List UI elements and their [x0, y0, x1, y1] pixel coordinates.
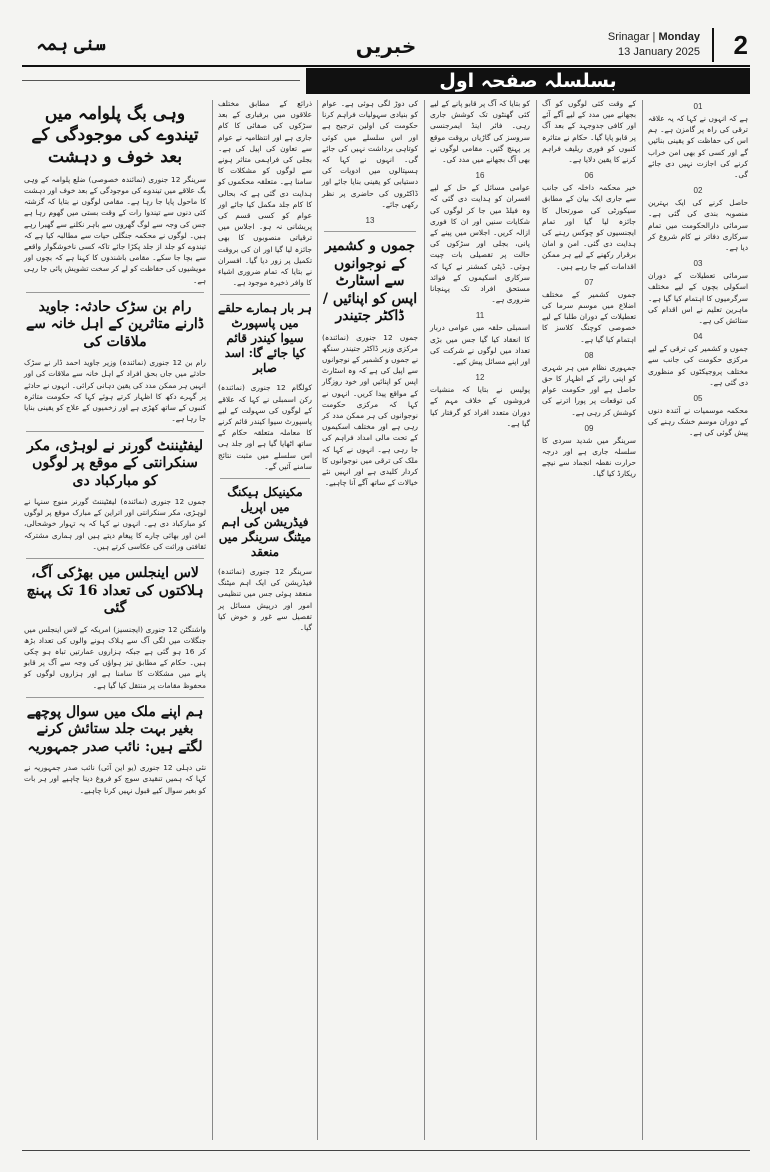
article-text: سرینگر میں شدید سردی کا سلسلہ جاری ہے اور درجہ حرارت نقطہ انجماد سے نیچے ریکارڈ کیا گیا۔	[542, 435, 636, 479]
headline-la-fire: لاس اینجلس میں بھڑکی آگ، ہلاکتوں کی تعداد 16 تک پہنچ گئی	[26, 565, 204, 617]
headline-vice-president: ہم اپنے ملک میں سوال پوچھے بغیر بہت جلد ستائش کرنے لگتے ہیں: نائب صدر جمہوریہ	[26, 703, 204, 755]
continuation-number: 16	[475, 171, 485, 181]
article-text: واشنگٹن 12 جنوری (ایجنسیز) امریکہ کے لاس اینجلس میں جنگلات میں لگی آگ سے ہلاک ہونے والوں کی تعداد بڑھ کر 16 ہو گئی ہے جبکہ ہزاروں عمارتیں تباہ ہو چکی ہیں۔ حکام کے مطابق تیز ہواؤں کی وجہ سے آگ پر قابو پانے میں مشکلات کا سامنا ہے اور ہزاروں لوگوں کو محفوظ مقامات پر منتقل کیا گیا ہے۔	[24, 624, 206, 690]
column-rule	[642, 100, 643, 1140]
continuation-number: 11	[475, 311, 485, 321]
article-text: حاصل کرنے کی ایک بہترین منصوبہ بندی کی گئی ہے۔ سرمائی دارالحکومت میں تمام سرکاری دفاتر نے کام شروع کر دیا ہے۔	[648, 198, 748, 253]
article-divider	[26, 697, 204, 698]
headline-leopard-pulwama: وہی بگ پلوامہ میں تیندوے کی موجودگی کے بعد خوف و دہشت	[31, 104, 199, 167]
article-divider	[220, 478, 310, 479]
masthead-rule	[22, 65, 750, 67]
article-divider	[26, 431, 204, 432]
continuation-number: 02	[693, 186, 703, 196]
headline-lg-greetings: لیفٹیننٹ گورنر نے لوہڑی، مکر سنکرانتی کے موقع پر لوگوں کو مبارکباد دی	[27, 437, 203, 489]
page-number: 2	[712, 28, 748, 62]
day-label: Monday	[658, 31, 700, 43]
article-text: عوامی مسائل کے حل کے لیے افسران کو ہدایت دی گئی کہ وہ فیلڈ میں جا کر لوگوں کی شکایات سنیں اور ان کا فوری ازالہ کریں۔ اجلاس میں پینے کے پانی، بجلی اور سڑکوں کی حالت پر تفصیلی بات چیت ہوئی۔ ڈپٹی کمشنر نے کہا کہ سرکاری اسکیموں کے فوائد مستحق افراد تک پہنچانا ضروری ہے۔	[430, 183, 530, 305]
column-2	[216, 98, 314, 1142]
headline-passport-seva: ہر بار ہمارے حلقے میں پاسپورٹ سیوا کیندر قائم کیا جائے گا: اسد صابر	[218, 301, 312, 376]
continuation-number: 08	[584, 350, 594, 360]
header-divider	[22, 80, 300, 81]
headline-federation-meeting: مکینیکل ہیکنگ میں اپریل فیڈریشن کی اہم میٹنگ سرینگر میں منعقد	[218, 485, 312, 560]
headline-ramban-accident: رام بن سڑک حادثہ: جاوید ڈارنے متاثرین کے اہل خانہ سے ملاقات کی	[25, 298, 205, 350]
column-rule	[317, 100, 318, 1140]
continuation-number: 06	[584, 171, 594, 181]
article-text: سرمائی تعطیلات کے دوران اسکولی بچوں کے لیے مختلف سرگرمیوں کا اہتمام کیا گیا ہے۔ ماہرین تعلیم نے اس اقدام کی ستائش کی ہے۔	[648, 271, 748, 326]
article-text: رام بن 12 جنوری (نمائندہ) وزیر جاوید احمد ڈار نے سڑک حادثے میں جاں بحق افراد کے اہل خانہ سے ملاقات کی اور انہیں ہر ممکن مدد کی یقین دہانی کرائی۔ انہوں نے حادثے پر گہرے دکھ کا اظہار کرتے ہوئے کہا کہ حکومت متاثرہ کنبوں کے ساتھ کھڑی ہے اور زخمیوں کے علاج کو یقینی بنایا جا رہا ہے۔	[24, 358, 206, 424]
article-divider	[324, 231, 416, 232]
column-rule	[424, 100, 425, 1140]
front-page-continued-banner: بسلسلہ صفحہ اول	[306, 68, 750, 94]
headline-startups: جموں و کشمیر کے نوجوانوں سے اسٹارٹ اپس کو اپنائیں / ڈاکٹر جتیندر	[322, 238, 418, 325]
article-text: اسمبلی حلقہ میں عوامی دربار کا انعقاد کیا گیا جس میں بڑی تعداد میں لوگوں نے شرکت کی اور اپنے مسائل پیش کیے۔	[430, 323, 530, 367]
article-text: ہے کہ انہوں نے کہا کہ یہ علاقہ ترقی کی راہ پر گامزن ہے۔ ہم اس کی حفاظت کو یقینی بنائیں گے اور کسی کو بھی امن خراب کرنے کی اجازت نہیں دی جائے گی۔	[648, 114, 748, 180]
article-text: جموں 12 جنوری (نمائندہ) مرکزی وزیر ڈاکٹر جتیندر سنگھ نے جموں و کشمیر کے نوجوانوں سے اپیل کی ہے کہ وہ اسٹارٹ اپس کو اپنائیں اور خود روزگار کے مواقع پیدا کریں۔ انہوں نے کہا کہ مرکزی حکومت نوجوانوں کی ہر ممکن مدد کر رہی ہے اور مختلف اسکیموں کے تحت مالی امداد فراہم کی جا رہی ہے۔ انہوں نے کہا کہ ملک کی ترقی میں نوجوانوں کا کردار کلیدی ہے اور انہیں نئے خیالات کے ساتھ آگے آنا چاہیے۔	[322, 332, 419, 488]
column-1	[22, 98, 208, 1142]
continuation-number: 09	[584, 423, 594, 433]
article-text: محکمہ موسمیات نے آئندہ دنوں کے دوران موسم خشک رہنے کی پیش گوئی کی ہے۔	[648, 406, 748, 438]
column-4	[428, 98, 532, 1142]
continuation-number: 12	[475, 373, 485, 383]
continuation-number: 07	[584, 277, 594, 287]
article-text: کو بتایا کہ آگ پر قابو پانے کے لیے کئی گھنٹوں تک کوشش جاری رہی۔ فائر اینڈ ایمرجنسی سروسز کی گاڑیاں بروقت موقع پر پہنچ گئیں۔ مقامی لوگوں نے بھی آگ بجھانے میں مدد کی۔	[430, 99, 530, 165]
article-text: خیر محکمہ داخلہ کی جانب سے جاری ایک بیان کے مطابق سیکورٹی کی صورتحال کا جائزہ لیا گیا اور تمام ایجنسیوں کو چوکس رہنے کی ہدایت دی گئی۔ امن و امان برقرار رکھنے کے لیے ہر ممکن اقدامات کیے جا رہے ہیں۔	[542, 183, 636, 271]
continuation-number: 01	[693, 102, 703, 111]
article-divider	[26, 292, 204, 293]
article-text: جمہوری نظام میں ہر شہری کو اپنی رائے کے اظہار کا حق حاصل ہے اور حکومت عوام کی توقعات پر پورا اترنے کی کوشش کر رہی ہے۔	[542, 362, 636, 417]
newspaper-logo: سنی ہمہ	[36, 34, 106, 55]
continuation-number: 13	[365, 216, 375, 226]
article-text: سرینگر 12 جنوری (نمائندہ) فیڈریشن کی ایک اہم میٹنگ منعقد ہوئی جس میں تنظیمی امور اور درپیش مسائل پر تفصیل سے غور و خوض کیا گیا۔	[218, 567, 312, 633]
city-label: Srinagar	[607, 31, 650, 43]
date-label: 13 January 2025	[618, 46, 700, 58]
place-date: Srinagar | Monday 13 January 2025	[607, 31, 700, 58]
section-title: خبریں	[355, 34, 417, 58]
column-3	[320, 98, 420, 1142]
article-text: جموں و کشمیر کی ترقی کے لیے مرکزی حکومت کی جانب سے مختلف پروجیکٹوں کو منظوری دی گئی ہے۔	[648, 344, 748, 387]
article-text: کولگام 12 جنوری (نمائندہ) رکن اسمبلی نے کہا کہ علاقے کے لوگوں کی سہولت کے لیے پاسپورٹ سیوا کیندر قائم کرنے کا معاملہ متعلقہ حکام کے ساتھ اٹھایا گیا ہے اور جلد ہی اس سلسلے میں مثبت نتائج سامنے آئیں گے۔	[218, 383, 312, 471]
masthead	[22, 26, 750, 66]
article-text: سرینگر 12 جنوری (نمائندہ خصوصی) ضلع پلوامہ کے وہی بگ علاقے میں تیندوے کی موجودگی کے بعد خوف اور دہشت کا ماحول پایا جا رہا ہے۔ مقامی لوگوں نے بتایا کہ گزشتہ کئی دنوں سے تیندوا رات کے وقت بستی میں گھوم رہا ہے جس کی وجہ سے لوگ گھروں سے باہر نکلنے سے گھبرا رہے ہیں۔ لوگوں نے محکمہ جنگلی حیات سے مطالبہ کیا ہے کہ تیندوے کو جلد از جلد پکڑا جائے تاکہ کسی ناخوشگوار واقعے سے بچا جا سکے۔ مقامی باشندوں کا کہنا ہے کہ بچوں اور مویشیوں کی حفاظت کو لے کر سخت تشویش پائی جا رہی ہے۔	[24, 174, 206, 285]
column-rule	[536, 100, 537, 1140]
article-text: کے وقت کئی لوگوں کو آگ بجھانے میں مدد کے لیے آگے آئے اور کافی جدوجہد کے بعد آگ پر قابو پایا گیا۔ حکام نے متاثرہ کنبوں کو فوری ریلیف فراہم کرنے کا یقین دلایا ہے۔	[542, 99, 636, 165]
column-6	[646, 98, 750, 1142]
article-text: نئی دہلی 12 جنوری (یو این آئی) نائب صدر جمہوریہ نے کہا کہ ہمیں تنقیدی سوچ کو فروغ دینا چاہیے اور ہر بات کو بغیر سوال کیے قبول نہیں کرنا چاہیے۔	[24, 763, 207, 795]
continuation-number: 05	[693, 394, 703, 404]
article-divider	[26, 558, 204, 559]
article-divider	[220, 294, 310, 295]
column-rule	[212, 100, 213, 1140]
footer-rule	[22, 1150, 750, 1151]
column-5	[540, 98, 638, 1142]
article-text: جموں کشمیر کے مختلف اضلاع میں موسم سرما کی تعطیلات کے دوران طلبا کے لیے خصوصی کوچنگ کلاسز کا اہتمام کیا گیا ہے۔	[542, 289, 636, 344]
article-text: کی دوڑ لگی ہوئی ہے۔ عوام کو بنیادی سہولیات فراہم کرنا حکومت کی اولین ترجیح ہے اور اس سلسلے میں کوئی کوتاہی برداشت نہیں کی جائے گی۔ انہوں نے کہا کہ ہسپتالوں میں ادویات کی دستیابی کو یقینی بنایا جائے اور ڈاکٹروں کی حاضری پر نظر رکھی جائے۔	[322, 99, 418, 209]
article-text: پولیس نے بتایا کہ منشیات فروشوں کے خلاف مہم کے دوران متعدد افراد کو گرفتار کیا گیا ہے۔	[430, 385, 530, 428]
article-text: جموں 12 جنوری (نمائندہ) لیفٹیننٹ گورنر منوج سنہا نے لوہڑی، مکر سنکرانتی اور اتراین کے مبارک موقع پر لوگوں کو مبارکباد دی ہے۔ انہوں نے کہا کہ یہ تہوار خوشحالی، امن اور بھائی چارے کا پیغام دیتے ہیں اور ہماری مشترکہ ثقافتی وراثت کی عکاسی کرتے ہیں۔	[24, 497, 207, 551]
continuation-number: 04	[693, 332, 703, 342]
article-text: ذرائع کے مطابق مختلف علاقوں میں برفباری کے بعد سڑکوں کی صفائی کا کام جاری ہے اور انتظامیہ نے عوام سے تعاون کی اپیل کی ہے۔ بجلی کی فراہمی متاثر ہونے سے لوگوں کو مشکلات کا سامنا ہے۔ متعلقہ محکموں کو ہدایت دی گئی ہے کہ بحالی کا کام جلد مکمل کیا جائے اور عوام کو کسی قسم کی پریشانی نہ ہو۔ اجلاس میں ترقیاتی منصوبوں کا بھی جائزہ لیا گیا اور ان کی بروقت تکمیل پر زور دیا گیا۔ افسران نے بتایا کہ تمام ضروری اشیاء کا وافر ذخیرہ موجود ہے۔	[218, 99, 312, 288]
continuation-number: 03	[693, 259, 703, 269]
